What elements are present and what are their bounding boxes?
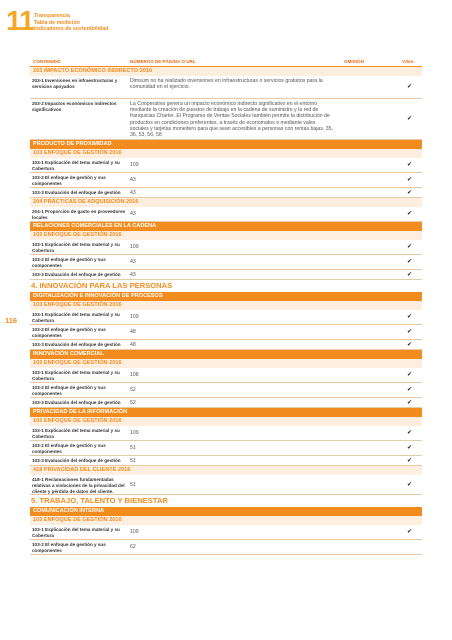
- header-page: NÚMEROS DE PÁGINA O URL: [130, 58, 196, 64]
- standard-heading: 103 ENFOQUE DE GESTIÓN 2016: [30, 149, 422, 158]
- page-reference: Dimsum no ha realizado inversiones en infraestructuras o servicios gratuitos para la comunidad en el ejercicio.: [130, 78, 323, 91]
- standard-heading: 103 ENFOQUE DE GESTIÓN 2016: [30, 301, 422, 310]
- verified-check-icon: ✔: [407, 177, 413, 183]
- topic-band: INNOVACIÓN COMERCIAL: [30, 350, 422, 359]
- indicator-label: 103-2 El enfoque de gestión y sus componentes: [32, 175, 106, 186]
- indicator-label: 103-2 El enfoque de gestión y sus componentes: [32, 385, 106, 396]
- verified-check-icon: ✔: [407, 529, 413, 535]
- page-reference: La Cooperativa genera un impacto económico indirecto significativo en el entorno mediante la creación de puestos de trabajo en la cadena de suministro y la red de franquicias Charter. El Programa de Ventas Sociales también permite la distribución de productos en condiciones preferentes, a través de economatos o mediante vales sociales y tarjetas monedero para que sean accesibles a personas con rentas bajas. 35, 36, 53, 56, 58: [130, 101, 334, 139]
- page-reference: 52: [130, 387, 136, 393]
- page-reference: 108: [130, 372, 139, 378]
- topic-band: RELACIONES COMERCIALES EN LA CADENA: [30, 222, 422, 231]
- page-reference: 109: [130, 162, 139, 168]
- chapter-title-line: Transparencia: [34, 13, 70, 19]
- verified-check-icon: ✔: [407, 457, 413, 464]
- indicator-label: 103-1 Explicación del tema material y su Cobertura: [32, 312, 120, 323]
- page-number: 116: [5, 316, 18, 325]
- page-reference: 43: [130, 259, 136, 265]
- table-row: [30, 325, 422, 340]
- verified-check-icon: ✔: [407, 211, 413, 217]
- header-verification: Vdon.: [402, 58, 415, 64]
- indicator-label: 103-2 El enfoque de gestión y sus componentes: [32, 443, 106, 454]
- chapter-title-line: Tabla de medición: [34, 19, 80, 26]
- header-omission: OMISIÓN: [344, 58, 364, 64]
- table-header: [30, 56, 422, 67]
- table-row: [30, 441, 422, 456]
- page-reference: 109: [130, 430, 139, 436]
- topic-band: COMUNICACIÓN INTERNA: [30, 507, 422, 516]
- table-row: [30, 383, 422, 398]
- table-row: [30, 173, 422, 188]
- verified-check-icon: ✔: [407, 329, 413, 335]
- chapter-title-line: Indicadores de sostenibilidad: [34, 26, 109, 33]
- table-row: [30, 456, 422, 466]
- topic-band: PRIVACIDAD DE LA INFORMACIÓN: [30, 408, 422, 417]
- page-reference: 43: [130, 177, 136, 183]
- indicator-label: 103-1 Explicación del tema material y su Cobertura: [32, 160, 120, 171]
- page-reference: 109: [130, 529, 139, 535]
- verified-check-icon: ✔: [407, 341, 413, 348]
- indicator-label: 103-2 El enfoque de gestión y sus componentes: [32, 327, 106, 338]
- page-reference: 51: [130, 458, 136, 464]
- verified-check-icon: ✔: [407, 399, 413, 406]
- verified-check-icon: ✔: [407, 116, 413, 122]
- table-row: [30, 270, 422, 280]
- page-reference: 62: [130, 544, 136, 550]
- table-row: [30, 207, 422, 222]
- standard-heading: 103 ENFOQUE DE GESTIÓN 2016: [30, 516, 422, 525]
- indicator-label: 203-1 Inversiones en infraestructuras y servicios apoyados: [32, 78, 118, 89]
- page-reference: 48: [130, 342, 136, 348]
- page-reference: 52: [130, 400, 136, 406]
- indicator-label: 418-1 Reclamaciones fundamentadas relativas a violaciones de la privacidad del cliente y pérdida de datos del cliente.: [32, 477, 125, 494]
- indicator-label: 103-3 Evaluación del enfoque de gestión: [32, 272, 121, 277]
- verified-check-icon: ✔: [407, 271, 413, 278]
- page-reference: 109: [130, 314, 139, 320]
- standard-heading: 418 PRIVACIDAD DEL CLIENTE 2016: [30, 466, 422, 475]
- table-row: [30, 240, 422, 255]
- page-reference: 51: [130, 481, 136, 488]
- table-row: [30, 398, 422, 408]
- table-row: [30, 76, 422, 99]
- table-row: [30, 340, 422, 350]
- verified-check-icon: ✔: [407, 259, 413, 265]
- topic-band: DIGITALIZACIÓN E INNOVACIÓN DE PROCESOS: [30, 292, 422, 301]
- verified-check-icon: ✔: [407, 372, 413, 378]
- indicator-label: 204-1 Proporción de gasto en proveedores locales: [32, 209, 126, 220]
- chapter-title: [34, 13, 108, 33]
- indicator-label: 203-2 Impactos económicos indirectos significativos: [32, 101, 117, 112]
- standard-heading: 103 ENFOQUE DE GESTIÓN 2016: [30, 359, 422, 368]
- verified-check-icon: ✔: [407, 481, 413, 488]
- standard-heading: 204 PRÁCTICAS DE ADQUISICIÓN 2016: [30, 198, 422, 207]
- table-row: [30, 426, 422, 441]
- page-reference: 48: [130, 329, 136, 335]
- topic-band: PRODUCTO DE PROXIMIDAD: [30, 140, 422, 149]
- verified-check-icon: ✔: [407, 445, 413, 451]
- table-row: [30, 158, 422, 173]
- verified-check-icon: ✔: [407, 162, 413, 168]
- indicator-label: 103-1 Explicación del tema material y su Cobertura: [32, 527, 120, 538]
- table-row: [30, 310, 422, 325]
- verified-check-icon: ✔: [407, 84, 413, 90]
- table-row: [30, 255, 422, 270]
- table-row: [30, 99, 422, 140]
- chapter-heading: 5. TRABAJO, TALENTO Y BIENESTAR: [31, 496, 168, 505]
- indicator-label: 103-1 Explicación del tema material y su Cobertura: [32, 370, 120, 381]
- indicator-label: 103-3 Evaluación del enfoque de gestión: [32, 458, 121, 463]
- indicator-label: 103-3 Evaluación del enfoque de gestión: [32, 342, 121, 347]
- indicator-label: 103-2 El enfoque de gestión y sus componentes: [32, 257, 106, 268]
- page-reference: 43: [130, 272, 136, 278]
- standard-heading: 203 IMPACTO ECONÓMICO INDIRECTO 2016: [30, 67, 422, 76]
- page-reference: 43: [130, 190, 136, 196]
- chapter-heading: 4. INNOVACIÓN PARA LAS PERSONAS: [31, 281, 173, 290]
- standard-heading: 103 ENFOQUE DE GESTIÓN 2016: [30, 231, 422, 240]
- indicator-label: 103-1 Explicación del tema material y su Cobertura: [32, 428, 120, 439]
- verified-check-icon: ✔: [407, 314, 413, 320]
- table-row: [30, 525, 422, 540]
- table-row: [30, 540, 422, 555]
- table-row: [30, 475, 422, 495]
- table-row: [30, 188, 422, 198]
- gri-index-table: [30, 56, 422, 555]
- indicator-label: 103-3 Evaluación del enfoque de gestión: [32, 190, 121, 195]
- page-reference: 51: [130, 445, 136, 451]
- indicator-label: 103-1 Explicación del tema material y su Cobertura: [32, 242, 120, 253]
- table-row: [30, 368, 422, 383]
- page-reference: 109: [130, 244, 139, 250]
- table-body: [30, 67, 422, 555]
- header-content: CONTENIDO: [33, 58, 61, 64]
- chapter-number: 11: [6, 5, 34, 36]
- standard-heading: 103 ENFOQUE DE GESTIÓN 2016: [30, 417, 422, 426]
- verified-check-icon: ✔: [407, 387, 413, 393]
- verified-check-icon: ✔: [407, 430, 413, 436]
- indicator-label: 103-2 El enfoque de gestión y sus componentes: [32, 542, 106, 553]
- page-reference: 43: [130, 211, 136, 217]
- verified-check-icon: ✔: [407, 189, 413, 196]
- verified-check-icon: ✔: [407, 244, 413, 250]
- indicator-label: 103-3 Evaluación del enfoque de gestión: [32, 400, 121, 405]
